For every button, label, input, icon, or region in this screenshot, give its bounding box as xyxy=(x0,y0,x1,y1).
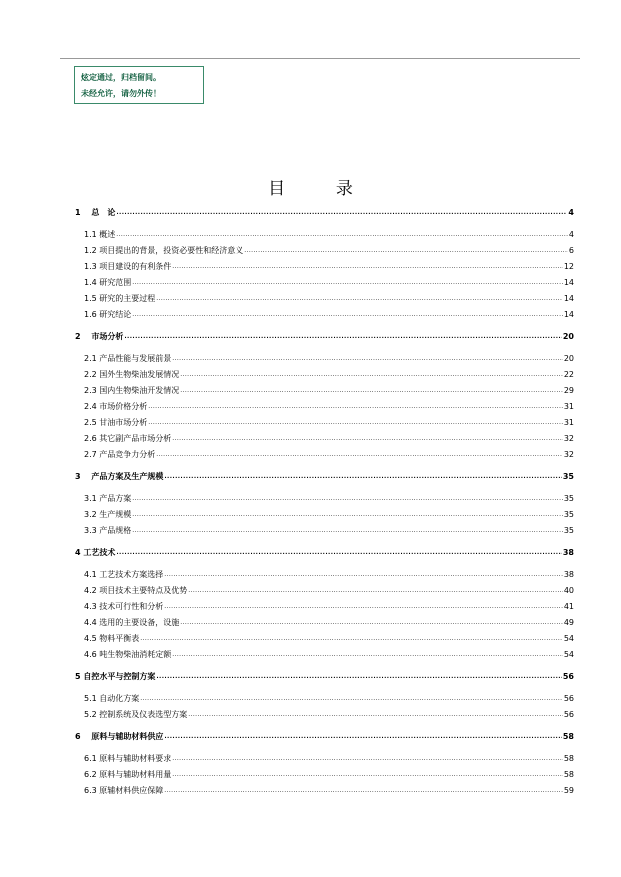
toc-section-row[interactable] xyxy=(75,585,574,596)
toc-leader-dots xyxy=(156,449,563,460)
toc-leader-dots xyxy=(180,369,563,380)
toc-chapter-row[interactable] xyxy=(75,731,574,742)
toc-entry-label: 1.3 项目建设的有利条件 xyxy=(84,262,172,271)
toc-entry-label: 1.1 概述 xyxy=(84,230,116,239)
toc-leader-dots xyxy=(180,385,563,396)
toc-entry-label: 1.4 研究范围 xyxy=(84,278,132,287)
toc-page-number: 31 xyxy=(563,402,574,411)
toc-entry-label: 4.3 技术可行性和分析 xyxy=(84,602,164,611)
toc-section-row[interactable] xyxy=(75,601,574,612)
toc-page-number: 31 xyxy=(563,418,574,427)
toc-page-number: 35 xyxy=(563,526,574,535)
toc-section-row[interactable] xyxy=(75,509,574,520)
toc-section-row[interactable] xyxy=(75,353,574,364)
toc-entry-label: 2 市场分析 xyxy=(75,332,124,341)
toc-page-number: 59 xyxy=(563,786,574,795)
toc-entry-label: 2.1 产品性能与发展前景 xyxy=(84,354,172,363)
toc-section-row[interactable] xyxy=(75,785,574,796)
toc-page-number: 14 xyxy=(563,310,574,319)
toc-section-row[interactable] xyxy=(75,617,574,628)
toc-entry-label: 3.1 产品方案 xyxy=(84,494,132,503)
toc-entry-label: 6.1 原料与辅助材料要求 xyxy=(84,754,172,763)
toc-section-row[interactable] xyxy=(75,769,574,780)
toc-leader-dots xyxy=(180,617,563,628)
toc-leader-dots xyxy=(172,353,563,364)
toc-section-row[interactable] xyxy=(75,525,574,536)
toc-page-number: 58 xyxy=(563,770,574,779)
toc-leader-dots xyxy=(156,671,562,682)
toc-leader-dots xyxy=(164,785,563,796)
toc-page-number: 54 xyxy=(563,650,574,659)
toc-chapter-row[interactable] xyxy=(75,331,574,342)
toc-section-row[interactable] xyxy=(75,385,574,396)
toc-page-number: 4 xyxy=(568,230,574,239)
toc-page-number: 14 xyxy=(563,278,574,287)
toc-entry-label: 4.6 吨生物柴油消耗定额 xyxy=(84,650,172,659)
toc-leader-dots xyxy=(132,509,563,520)
toc-section-row[interactable] xyxy=(75,293,574,304)
toc-leader-dots xyxy=(148,417,563,428)
toc-section-row[interactable] xyxy=(75,493,574,504)
toc-entry-label: 1 总 论 xyxy=(75,208,116,217)
toc-page-number: 40 xyxy=(563,586,574,595)
toc-page-number: 56 xyxy=(562,672,574,681)
toc-leader-dots xyxy=(148,401,563,412)
toc-page-number: 58 xyxy=(563,754,574,763)
toc-leader-dots xyxy=(172,433,563,444)
toc-page-number: 35 xyxy=(563,510,574,519)
toc-entry-label: 4.4 选用的主要设备，设施 xyxy=(84,618,180,627)
toc-entry-label: 4.1 工艺技术方案选择 xyxy=(84,570,164,579)
toc-entry-label: 4 工艺技术 xyxy=(75,548,116,557)
toc-leader-dots xyxy=(164,569,563,580)
toc-section-row[interactable] xyxy=(75,693,574,704)
toc-chapter-row[interactable] xyxy=(75,471,574,482)
toc-leader-dots xyxy=(116,207,567,218)
toc-page-number: 58 xyxy=(562,732,574,741)
toc-leader-dots xyxy=(132,277,563,288)
toc-entry-label: 3.2 生产规模 xyxy=(84,510,132,519)
toc-entry-label: 3.3 产品规格 xyxy=(84,526,132,535)
toc-page-number: 41 xyxy=(563,602,574,611)
toc-entry-label: 5.1 自动化方案 xyxy=(84,694,140,703)
toc-entry-label: 6.2 原料与辅助材料用量 xyxy=(84,770,172,779)
toc-leader-dots xyxy=(132,493,563,504)
toc-entry-label: 4.2 项目技术主要特点及优势 xyxy=(84,586,188,595)
toc-leader-dots xyxy=(172,649,563,660)
toc-page-number: 29 xyxy=(563,386,574,395)
toc-title-char-2: 录 xyxy=(335,179,353,199)
toc-section-row[interactable] xyxy=(75,709,574,720)
toc-page-number: 38 xyxy=(562,548,574,557)
toc-entry-label: 5.2 控制系统及仪表选型方案 xyxy=(84,710,188,719)
toc-page-number: 56 xyxy=(563,710,574,719)
toc-entry-label: 3 产品方案及生产规模 xyxy=(75,472,164,481)
toc-entry-label: 2.5 甘油市场分析 xyxy=(84,418,148,427)
toc-page-number: 14 xyxy=(563,294,574,303)
header-rule xyxy=(60,58,580,59)
toc-section-row[interactable] xyxy=(75,229,574,240)
notice-line-2: 未经允许，请勿外传！ xyxy=(81,89,161,98)
toc-section-row[interactable] xyxy=(75,449,574,460)
toc-section-row[interactable] xyxy=(75,401,574,412)
toc-section-row[interactable] xyxy=(75,277,574,288)
toc-page-number: 20 xyxy=(563,354,574,363)
toc-leader-dots xyxy=(244,245,568,256)
notice-line-1: 炫定通过，归档留间。 xyxy=(81,73,161,82)
toc-entry-label: 4.5 物料平衡表 xyxy=(84,634,140,643)
toc-entry-label: 2.6 其它副产品市场分析 xyxy=(84,434,172,443)
table-of-contents xyxy=(75,202,574,796)
toc-leader-dots xyxy=(172,769,563,780)
toc-leader-dots xyxy=(188,709,563,720)
toc-chapter-row[interactable] xyxy=(75,207,574,218)
toc-entry-label: 1.6 研究结论 xyxy=(84,310,132,319)
toc-leader-dots xyxy=(164,601,563,612)
toc-leader-dots xyxy=(116,229,568,240)
toc-chapter-row[interactable] xyxy=(75,671,574,682)
toc-section-row[interactable] xyxy=(75,417,574,428)
toc-entry-label: 2.4 市场价格分析 xyxy=(84,402,148,411)
toc-section-row[interactable] xyxy=(75,753,574,764)
toc-section-row[interactable] xyxy=(75,649,574,660)
toc-page-number: 4 xyxy=(568,208,574,217)
toc-page-number: 32 xyxy=(563,434,574,443)
toc-page-number: 56 xyxy=(563,694,574,703)
toc-leader-dots xyxy=(156,293,563,304)
toc-leader-dots xyxy=(172,261,563,272)
toc-entry-label: 2.7 产品竞争力分析 xyxy=(84,450,156,459)
toc-page-number: 6 xyxy=(568,246,574,255)
toc-leader-dots xyxy=(164,731,562,742)
toc-entry-label: 2.3 国内生物柴油开发情况 xyxy=(84,386,180,395)
toc-section-row[interactable] xyxy=(75,569,574,580)
toc-leader-dots xyxy=(132,309,563,320)
toc-leader-dots xyxy=(124,331,562,342)
toc-section-row[interactable] xyxy=(75,261,574,272)
toc-entry-label: 1.5 研究的主要过程 xyxy=(84,294,156,303)
toc-leader-dots xyxy=(172,753,563,764)
toc-section-row[interactable] xyxy=(75,369,574,380)
toc-entry-label: 1.2 项目提出的背景，投资必要性和经济意义 xyxy=(84,246,244,255)
toc-section-row[interactable] xyxy=(75,633,574,644)
toc-page-number: 32 xyxy=(563,450,574,459)
toc-page-number: 22 xyxy=(563,370,574,379)
approval-notice-box xyxy=(74,66,204,104)
toc-title-char-1: 目 xyxy=(268,179,286,199)
toc-page-number: 38 xyxy=(563,570,574,579)
toc-page-number: 20 xyxy=(562,332,574,341)
toc-leader-dots xyxy=(164,471,562,482)
toc-page-number: 12 xyxy=(563,262,574,271)
toc-leader-dots xyxy=(140,633,563,644)
toc-section-row[interactable] xyxy=(75,245,574,256)
toc-page-number: 35 xyxy=(563,494,574,503)
toc-page-number: 54 xyxy=(563,634,574,643)
toc-chapter-row[interactable] xyxy=(75,547,574,558)
toc-entry-label: 6.3 原辅材料供应保障 xyxy=(84,786,164,795)
toc-page-number: 35 xyxy=(562,472,574,481)
toc-entry-label: 5 自控水平与控制方案 xyxy=(75,672,156,681)
toc-leader-dots xyxy=(116,547,562,558)
toc-page-number: 49 xyxy=(563,618,574,627)
toc-leader-dots xyxy=(188,585,563,596)
toc-entry-label: 2.2 国外生物柴油发展情况 xyxy=(84,370,180,379)
toc-leader-dots xyxy=(140,693,563,704)
toc-section-row[interactable] xyxy=(75,433,574,444)
toc-section-row[interactable] xyxy=(75,309,574,320)
toc-leader-dots xyxy=(132,525,563,536)
toc-title xyxy=(0,174,621,199)
toc-entry-label: 6 原料与辅助材料供应 xyxy=(75,732,164,741)
